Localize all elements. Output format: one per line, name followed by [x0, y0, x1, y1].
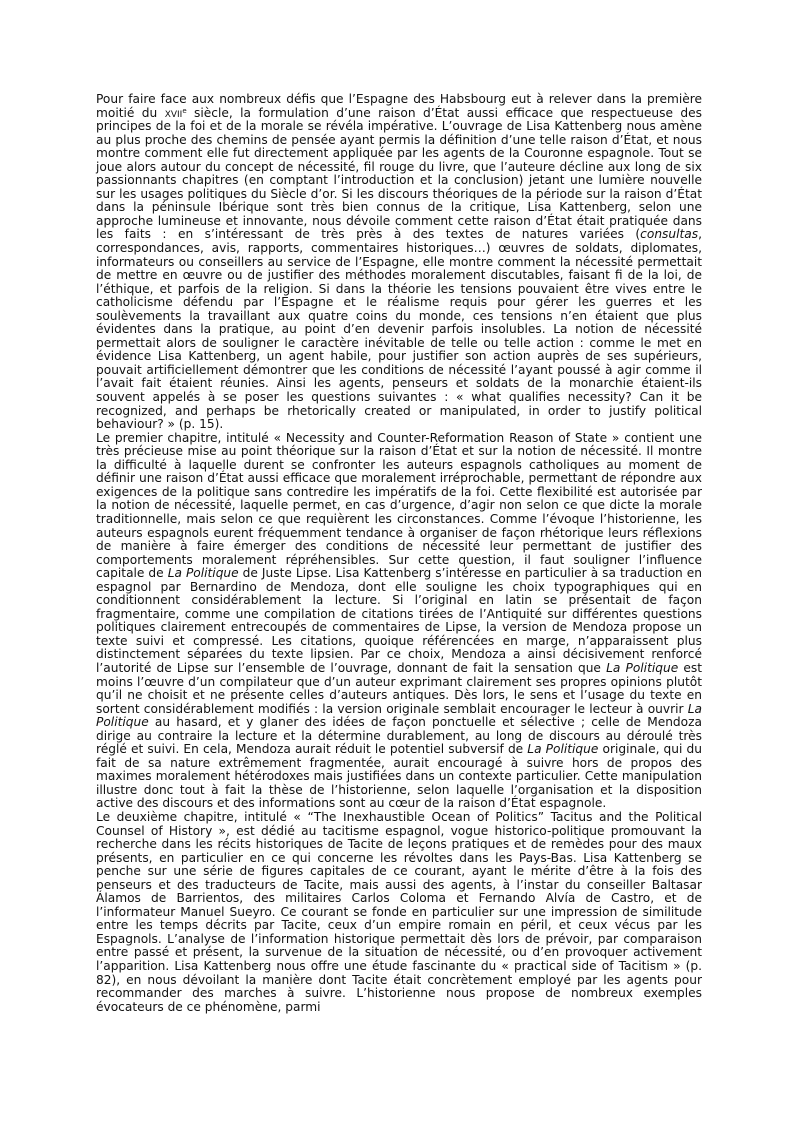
italic-title: La Politique: [606, 660, 679, 675]
paragraph-intro: [96, 93, 702, 432]
text-segment: Le premier chapitre, intitulé « Necessity and Counter-Reformation Reason of State » contient une très précieuse mise au point théorique sur la raison d’État et sur la notion de nécessité. Il montre la difficulté à laquelle durent se confronter les auteurs espagnols catholiques au moment de définir une raison d’État aussi efficace que moralement irréprochable, permettant de répondre aux exigences de la politique sans contredire les impératifs de la foi. Cette flexibilité est autorisée par la notion de nécessité, laquelle permet, en cas d’urgence, d’agir non selon ce que dicte la morale traditionnelle, mais selon ce que requièrent les circonstances. Comme l’évoque l’historienne, les auteurs espagnols eurent fréquemment tendance à organiser de façon rhétorique leurs réflexions de manière à faire émerger des conditions de nécessité leur permettant de justifier des comportements moralement répréhensibles. Sur cette question, il faut souligner l’influence capitale de: [96, 430, 702, 581]
italic-title: La Politique: [527, 742, 599, 757]
italic-title: La Politique: [167, 566, 239, 581]
text-segment: Le deuxième chapitre, intitulé « “The Inexhaustible Ocean of Politics” Tacitus and the Political Counsel of History », est dédié au tacitisme espagnol, vogue historico-politique promouvant la recherche dans les récits historiques de Tacite de leçons pratiques et de remèdes pour des maux présents, en particulier en ce qui concerne les révoltes dans les Pays-Bas. Lisa Kattenberg se penche sur une série de figures capitales de ce courant, ayant le mérite d’être à la fois des penseurs et des traducteurs de Tacite, mais aussi des agents, à l’instar du conseiller Baltasar Álamos de Barrientos, des militaires Carlos Coloma et Fernando Alvía de Castro, et de l’informateur Manuel Sueyro. Ce courant se fonde en particulier sur une impression de similitude entre les temps décrits par Tacite, ceux d’un empire romain en péril, et ceux vécus par les Espagnols. L’analyse de l’information historique permettait dès lors de prévoir, par comparaison entre passé et présent, la survenue de la situation de nécessité, ou d’en provoquer activement l’apparition. Lisa Kattenberg nous offre une étude fascinante du « practical side of Tacitism » (p. 82), en nous dévoilant la manière dont Tacite était concrètement employé par les agents pour recommander des marches à suivre. L’historienne nous propose de nombreux exemples évocateurs de ce phénomène, parmi: [96, 809, 702, 1014]
paragraph-chapter-two: [96, 811, 702, 1014]
century-ordinal: e: [182, 106, 187, 115]
text-segment: est moins l’œuvre d’un compilateur que d’un auteur exprimant clairement ses propres opinions plutôt qu’il ne choisit et ne présente celles d’auteurs antiques. Dès lors, le sens et l’usage du texte en sortent considérablement modifiés : la version originale semblait encourager le lecteur à ouvrir: [96, 660, 702, 716]
italic-title: La Politique: [96, 701, 702, 730]
document-page: [96, 93, 702, 1014]
century-numeral: xvii: [164, 105, 183, 120]
text-segment: , correspondances, avis, rapports, commentaires historiques…) œuvres de soldats, diplomates, informateurs ou conseillers au service de l’Espagne, elle montre comment la nécessité permettait de mettre en œuvre ou de justifier des méthodes moralement discutables, faisant fi de la loi, de l’éthique, et parfois de la religion. Si dans la théorie les tensions pouvaient être vives entre le catholicisme défendu par l’Espagne et le réalisme requis pour gérer les guerres et les soulèvements la travaillant aux quatre coins du monde, ces tensions n’en étaient que plus évidentes dans la pratique, au point d’en devenir parfois insolubles. La notion de nécessité permettait alors de souligner le caractère inévitable de telle ou telle action : comme le met en évidence Lisa Kattenberg, un agent habile, pour justifier son action auprès de ses supérieurs, pouvait artificiellement démontrer que les conditions de nécessité l’ayant poussé à agir comme il l’avait fait étaient réunies. Ainsi les agents, penseurs et soldats de la monarchie étaient-ils souvent appelés à se poser les questions suivantes : « what qualifies necessity? Can it be recognized, and perhaps be rhetorically created or manipulated, in order to justify political behaviour? » (p. 15).: [96, 227, 702, 432]
text-segment: au hasard, et y glaner des idées de façon ponctuelle et sélective ; celle de Mendoza dirige au contraire la lecture et la détermine durablement, au long de discours au déroulé très réglé et suivi. En cela, Mendoza aurait réduit le potentiel subversif de: [96, 715, 702, 757]
text-segment: siècle, la formulation d’une raison d’État aussi efficace que respectueuse des principes de la foi et de la morale se révéla impérative. L’ouvrage de Lisa Kattenberg nous amène au plus proche des chemins de pensée ayant permis la définition d’une telle raison d’État, et nous montre comment elle fut directement appliquée par les agents de la Couronne espagnole. Tout se joue alors autour du concept de nécessité, fil rouge du livre, que l’auteure décline aux long de six passionnants chapitres (en comptant l’introduction et la conclusion) jetant une lumière nouvelle sur les usages politiques du Siècle d’or. Si les discours théoriques de la période sur la raison d’État dans la péninsule Ibérique sont très bien connus de la critique, Lisa Kattenberg, selon une approche lumineuse et innovante, nous dévoile comment cette raison d’État était pratiquée dans les faits : en s’intéressant de très près à des textes de natures variées (: [96, 105, 703, 242]
text-segment: Pour faire face aux nombreux défis que l’Espagne des Habsbourg eut à relever dans la première moitié du: [96, 92, 702, 120]
paragraph-chapter-one: [96, 432, 702, 811]
text-segment: de Juste Lipse. Lisa Kattenberg s’intéresse en particulier à sa traduction en espagnol par Bernardino de Mendoza, dont elle souligne les choix typographiques qui en conditionnent considérablement la lecture. Si l’original en latin se présentait de façon fragmentaire, comme une compilation de citations tirées de l’Antiquité sur différentes questions politiques clairement entrecoupés de commentaires de Lipse, la version de Mendoza propose un texte suivi et compressé. Les citations, quoique référencées en marge, n’apparaissent plus distinctement séparées du texte lipsien. Par ce choix, Mendoza a ainsi décisivement renforcé l’autorité de Lipse sur l’ensemble de l’ouvrage, donnant de fait la sensation que: [96, 566, 702, 675]
italic-term: consultas: [640, 227, 699, 242]
text-segment: originale, qui du fait de sa nature extrêmement fragmentée, aurait encouragé à suivre hors de propos des maximes moralement hétérodoxes mais justifiées dans un contexte particulier. Cette manipulation illustre donc tout à fait la thèse de l’historienne, selon laquelle l’organisation et la disposition active des discours et des informations sont au cœur de la raison d’État espagnole.: [96, 742, 702, 811]
